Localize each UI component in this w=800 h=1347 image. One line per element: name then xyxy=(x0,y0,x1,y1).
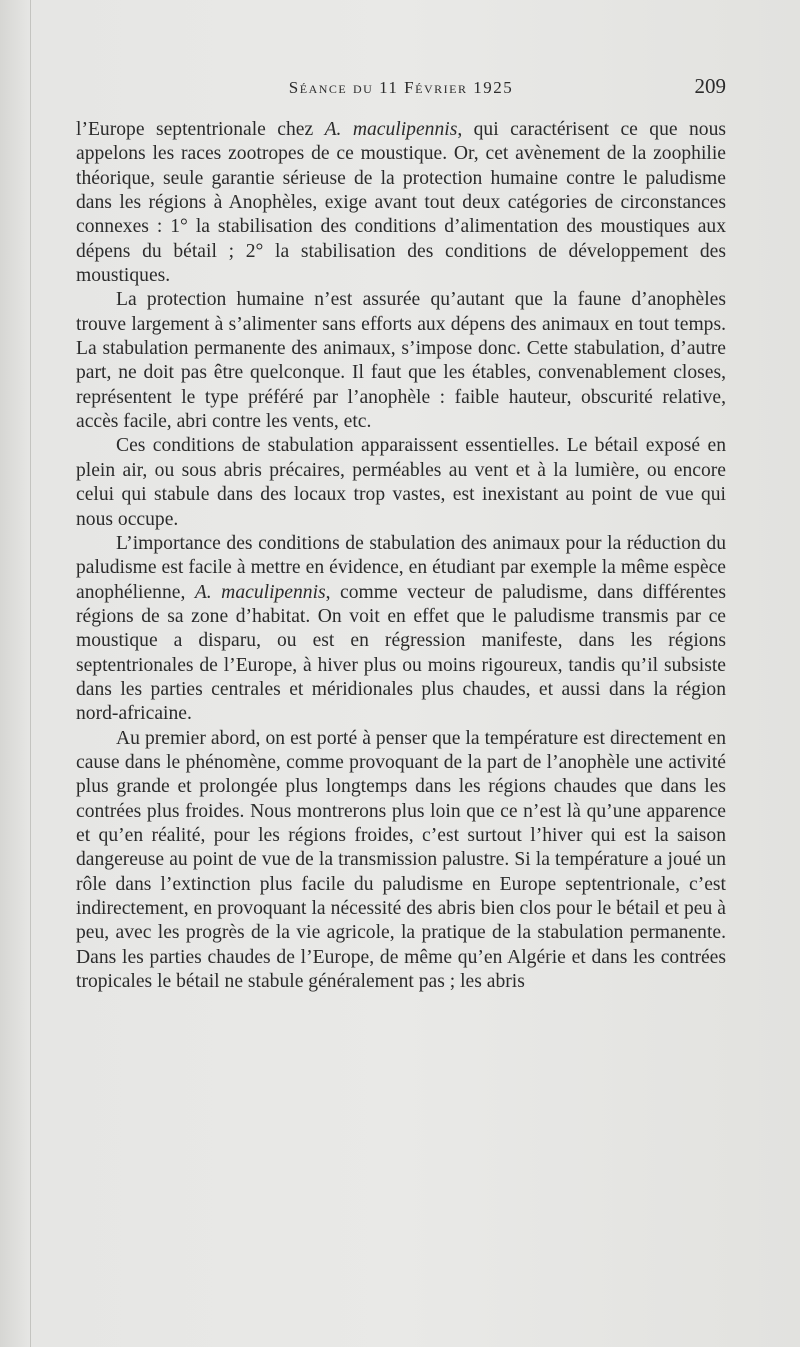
species-name: A. maculipennis xyxy=(194,581,326,603)
species-name: A. maculipennis xyxy=(324,119,458,140)
running-title: Séance du 11 Février 1925 xyxy=(288,78,514,97)
paragraph: Au premier abord, on est porté à penser que la température est directement en cause dans le phénomène, comme provoquant de la part de l’anophèle une activité plus grande et prolongée plus longtemps dans les régions chaudes que dans les contrées plus froides. Nous montrerons plus loin que ce n’est là qu’une apparence et qu’en réalité, pour les régions froides, c’est surtout l’hiver qui est la saison dangereuse au point de vue de la transmission palustre. Si la température a joué un rôle dans l’extinction plus facile du paludisme en Europe septentrionale, c’est indirectement, en provoquant la nécessité des abris bien clos pour le bétail et peu à peu, avec les progrès de la vie agricole, la pratique de la stabulation permanente. Dans les parties chaudes de l’Europe, de même qu’en Algérie et dans les contrées tropicales le bétail ne stabule généralement pas ; les abris xyxy=(76,727,726,993)
paragraph: Ces conditions de stabulation apparaissent essentielles. Le bétail exposé en plein air, ou sous abris précaires, perméables au vent et à la lumière, ou encore celui qui stabule dans des locaux trop vastes, est inexistant au point de vue qui nous occupe. xyxy=(76,435,726,530)
page-header xyxy=(76,74,726,104)
paragraph: La protection humaine n’est assurée qu’autant que la faune d’anophèles trouve largement à s’alimenter sans efforts aux dépens des animaux en tout temps. La stabulation permanente des animaux, s’impose donc. Cette stabulation, d’autre part, ne doit pas être quelconque. Il faut que les étables, convenablement closes, représentent le type préféré par l’anophèle : faible hauteur, obscurité relative, accès facile, abri contre les vents, etc. xyxy=(76,289,726,433)
paragraph: l’Europe septentrionale chez A. maculipennis, qui caractérisent ce que nous appelons les races zootropes de ce moustique. Or, cet avènement de la zoophilie théorique, seule garantie sérieuse de la protection humaine contre le paludisme dans les régions à Anophèles, exige avant tout deux catégories de circonstances connexes : 1° la stabilisation des conditions d’alimentation des moustiques aux dépens du bétail ; 2° la stabilisation des conditions de développement des moustiques. xyxy=(76,119,726,287)
paragraph: L’importance des conditions de stabulation des animaux pour la réduction du paludisme est facile à mettre en évidence, en étudiant par exemple la même espèce anophélienne, A. maculipennis, comme vecteur de paludisme, dans différentes régions de sa zone d’habitat. On voit en effet que le paludisme transmis par ce moustique a disparu, ou est en régression manifeste, dans les régions septentrionales de l’Europe, à hiver plus ou moins rigoureux, tandis qu’il subsiste dans les parties centrales et méridionales plus chaudes, et aussi dans la région nord-africaine. xyxy=(76,532,727,725)
body-text xyxy=(76,118,726,994)
page-number: 209 xyxy=(694,74,726,98)
binding-gutter xyxy=(30,0,31,1347)
